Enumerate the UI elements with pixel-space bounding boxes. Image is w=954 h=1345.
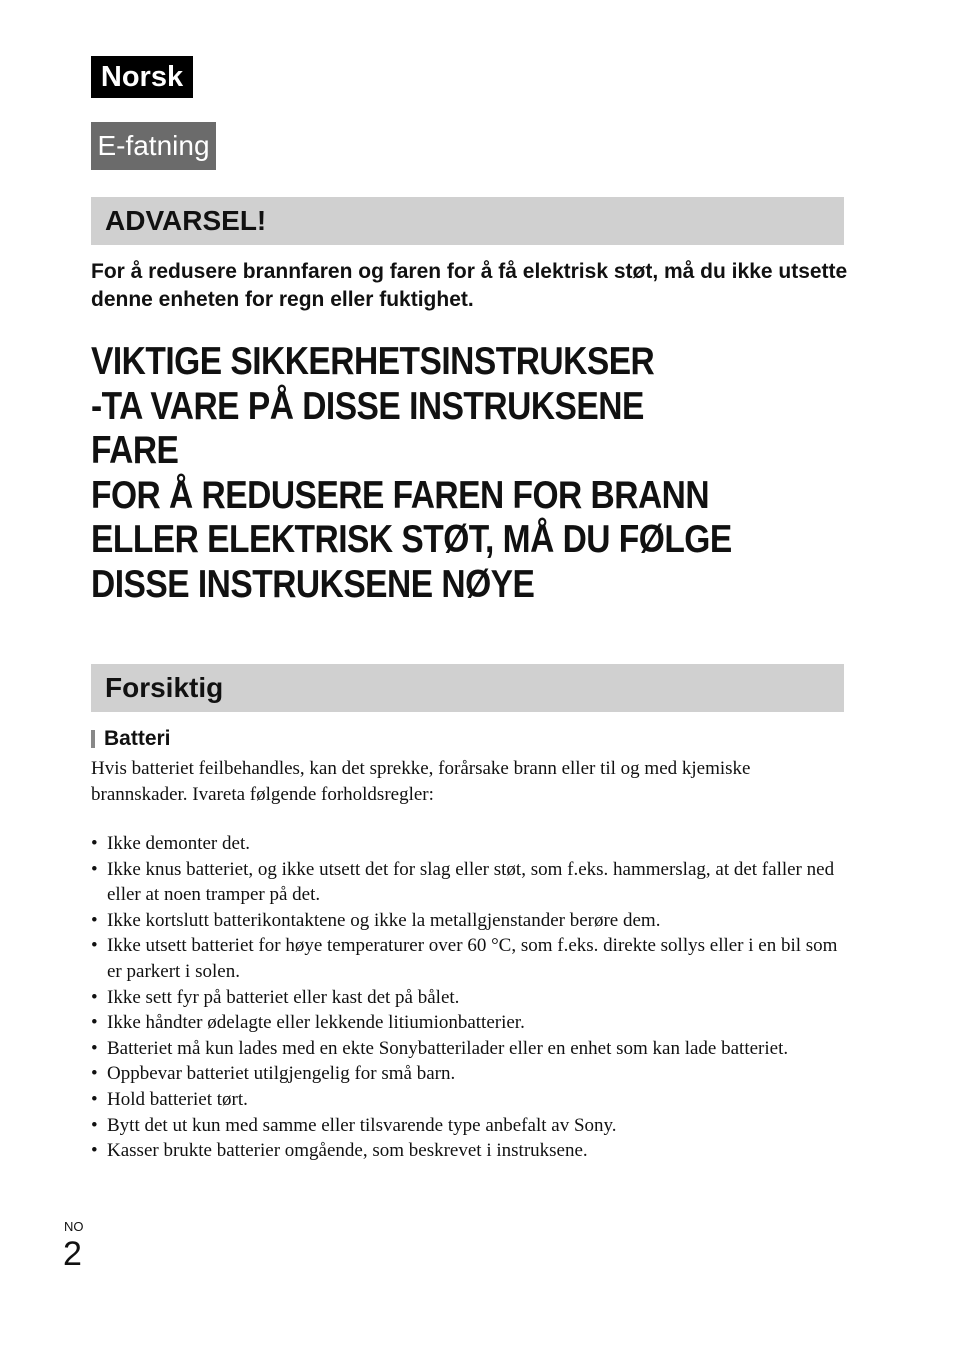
- warning-heading: ADVARSEL!: [91, 197, 844, 245]
- page-number: 2: [63, 1235, 82, 1273]
- safety-heading-line: VIKTIGE SIKKERHETSINSTRUKSER: [91, 340, 655, 383]
- list-item: • Ikke kortslutt batterikontaktene og ikke la metallgjenstander berøre dem.: [91, 908, 851, 934]
- page-language-code: NO: [64, 1219, 84, 1234]
- safety-heading-line: DISSE INSTRUKSENE NØYE: [91, 562, 535, 606]
- list-item: • Ikke sett fyr på batteriet eller kast det på bålet.: [91, 985, 851, 1011]
- battery-precautions-list: [91, 831, 851, 1164]
- warning-text: For å redusere brannfaren og faren for å få elektrisk støt, må du ikke utsette denne enheten for regn eller fuktighet.: [91, 260, 848, 311]
- battery-intro-text: Hvis batteriet feilbehandles, kan det sprekke, forårsake brann eller til og med kjemiske brannskader. Ivareta følgende forholdsregler:: [91, 758, 751, 805]
- list-item: • Oppbevar batteriet utilgjengelig for små barn.: [91, 1061, 851, 1087]
- safety-heading-line: FOR Å REDUSERE FAREN FOR BRANN: [91, 473, 710, 517]
- list-item: • Ikke håndter ødelagte eller lekkende litiumionbatterier.: [91, 1010, 851, 1036]
- caution-heading: Forsiktig: [91, 664, 844, 712]
- list-item: • Kasser brukte batterier omgående, som beskrevet i instruksene.: [91, 1138, 851, 1164]
- safety-heading-line: ELLER ELEKTRISK STØT, MÅ DU FØLGE: [91, 518, 732, 562]
- battery-subheading-label: Batteri: [104, 727, 171, 750]
- safety-heading-line: -TA VARE PÅ DISSE INSTRUKSENE: [91, 384, 644, 428]
- mount-type-label: E-fatning: [91, 122, 216, 170]
- list-item: • Bytt det ut kun med samme eller tilsvarende type anbefalt av Sony.: [91, 1113, 851, 1139]
- list-item: • Hold batteriet tørt.: [91, 1087, 851, 1113]
- list-item: • Ikke demonter det.: [91, 831, 851, 857]
- subheading-marker: [91, 730, 95, 748]
- language-tab: Norsk: [91, 56, 193, 98]
- safety-instructions-heading: [91, 340, 871, 608]
- list-item: • Ikke knus batteriet, og ikke utsett det for slag eller støt, som f.eks. hammerslag, at det faller ned eller at noen tramper på det.: [91, 857, 851, 908]
- safety-heading-line: FARE: [91, 429, 179, 473]
- list-item: • Batteriet må kun lades med en ekte Sonybatterilader eller en enhet som kan lade batteriet.: [91, 1036, 851, 1062]
- battery-subheading: [91, 726, 171, 752]
- list-item: • Ikke utsett batteriet for høye temperaturer over 60 °C, som f.eks. direkte sollys eller i en bil som er parkert i solen.: [91, 933, 851, 984]
